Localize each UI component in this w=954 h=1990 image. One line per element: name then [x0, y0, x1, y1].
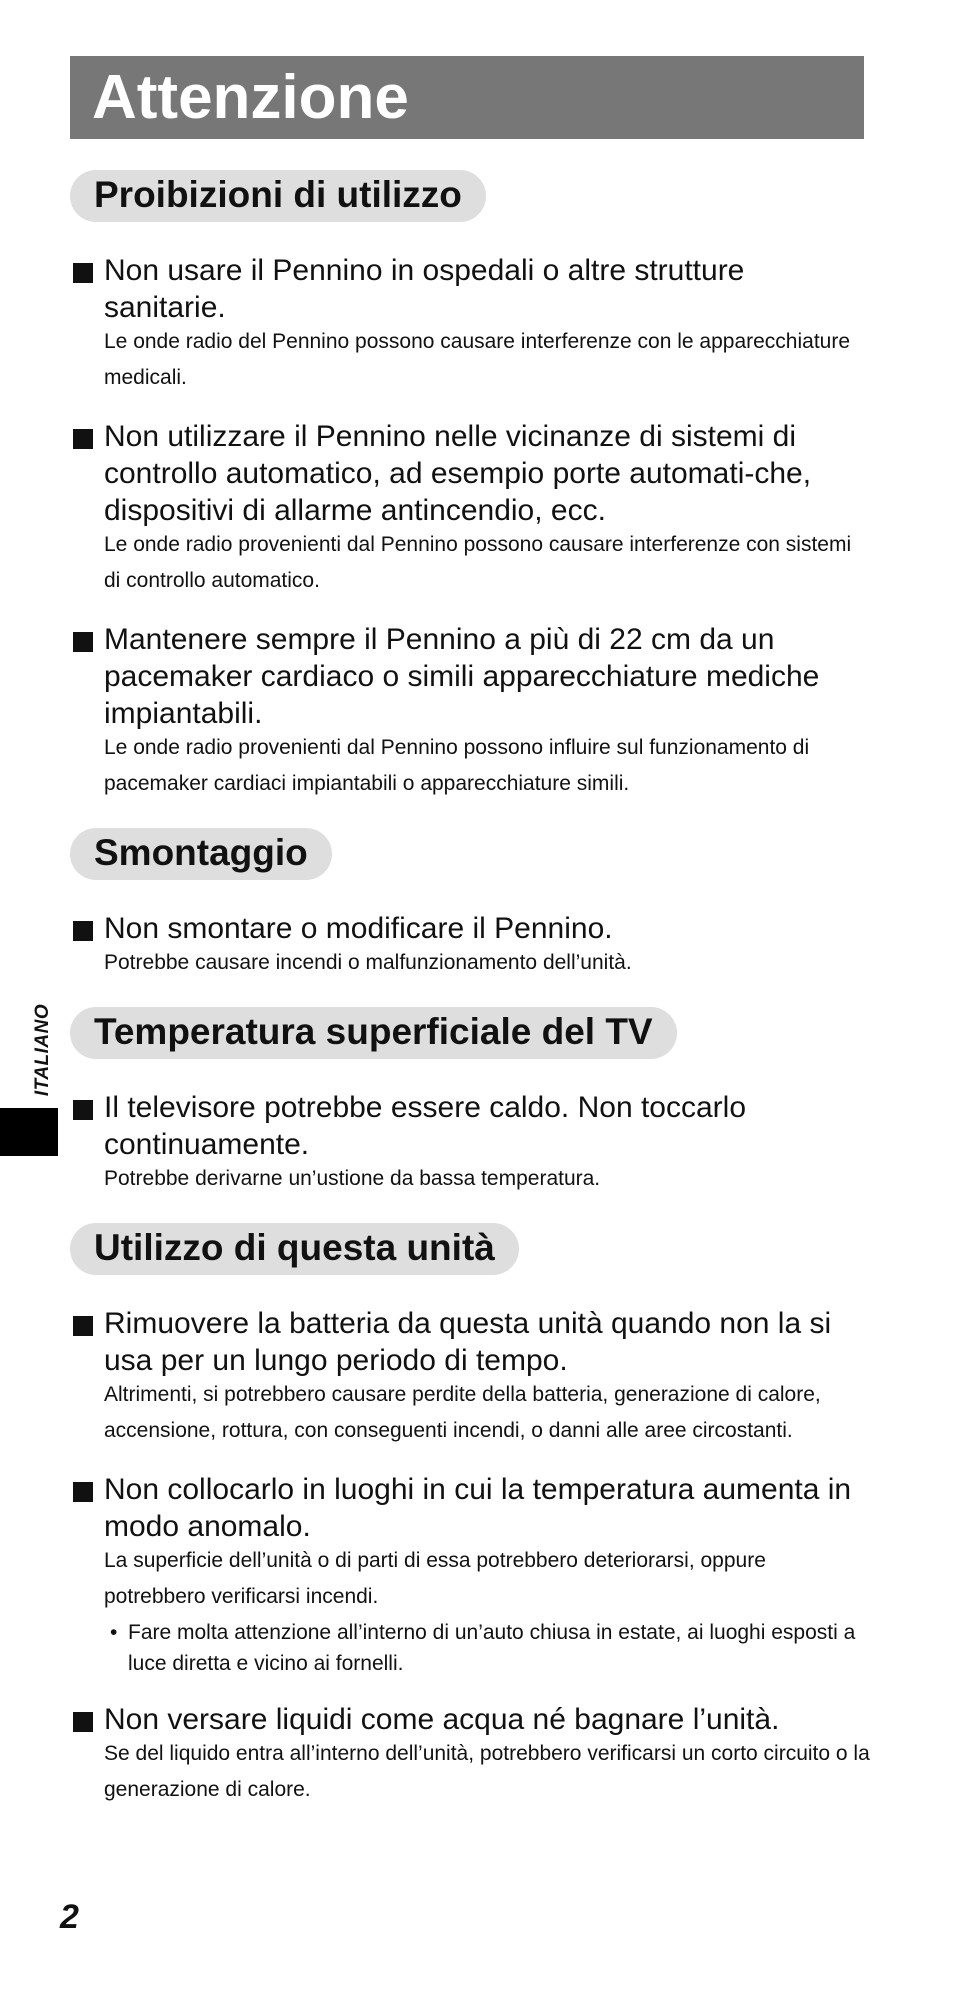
square-bullet-icon	[73, 1316, 93, 1336]
language-tab	[28, 1000, 58, 1100]
square-bullet-icon	[73, 429, 93, 449]
warning-item	[70, 1701, 870, 1808]
language-label: ITALIANO	[32, 1003, 53, 1097]
warning-explanation: Le onde radio del Pennino possono causare interferenze con le apparecchiature medicali.	[104, 330, 851, 389]
language-tab-marker	[0, 1108, 58, 1156]
section-heading: Proibizioni di utilizzo	[70, 170, 486, 222]
section-unit-usage	[70, 1223, 870, 1808]
square-bullet-icon	[73, 1482, 93, 1502]
warnings-content	[70, 170, 870, 1834]
warning-item	[70, 1305, 870, 1449]
warning-item	[70, 252, 870, 396]
warning-item	[70, 1471, 870, 1679]
warning-text: Non utilizzare il Pennino nelle vicinanze di sistemi di controllo automatico, ad esempio porte automati-che, dispositivi di allarme antincendio, ecc.	[104, 420, 812, 527]
square-bullet-icon	[73, 1100, 93, 1120]
warning-explanation: Potrebbe derivarne un’ustione da bassa temperatura.	[104, 1167, 601, 1190]
dot-bullet-icon: •	[110, 1621, 118, 1644]
warning-text: Non usare il Pennino in ospedali o altre strutture sanitarie.	[104, 254, 745, 324]
warning-text: Mantenere sempre il Pennino a più di 22 cm da un pacemaker cardiaco o simili apparecchiature mediche impiantabili.	[104, 623, 820, 730]
square-bullet-icon	[73, 1712, 93, 1732]
section-disassembly	[70, 828, 870, 981]
page-number: 2	[60, 1898, 79, 1936]
section-heading: Utilizzo di questa unità	[70, 1223, 519, 1275]
warning-text: Non versare liquidi come acqua né bagnare l’unità.	[104, 1703, 780, 1736]
warning-item	[70, 910, 870, 981]
page-title: Attenzione	[70, 56, 864, 139]
warning-explanation: Le onde radio provenienti dal Pennino possono influire sul funzionamento di pacemaker cardiaci impiantabili o apparecchiature simili.	[104, 736, 810, 795]
warning-explanation: La superficie dell’unità o di parti di essa potrebbero deteriorarsi, oppure potrebbero verificarsi incendi.	[104, 1549, 766, 1608]
warning-item	[70, 1089, 870, 1197]
warning-text: Il televisore potrebbe essere caldo. Non toccarlo continuamente.	[104, 1091, 747, 1161]
warning-explanation: Potrebbe causare incendi o malfunzionamento dell’unità.	[104, 951, 632, 974]
section-heading: Smontaggio	[70, 828, 332, 880]
warning-text: Rimuovere la batteria da questa unità quando non la si usa per un lungo periodo di tempo.	[104, 1307, 832, 1377]
warning-note-text: Fare molta attenzione all’interno di un’auto chiusa in estate, ai luoghi esposti a luce diretta e vicino ai fornelli.	[128, 1621, 856, 1675]
section-tv-temperature	[70, 1007, 870, 1197]
section-heading: Temperatura superficiale del TV	[70, 1007, 677, 1059]
section-prohibitions	[70, 170, 870, 802]
warning-item	[70, 621, 870, 802]
warning-text: Non smontare o modificare il Pennino.	[104, 912, 613, 945]
warning-explanation: Altrimenti, si potrebbero causare perdite della batteria, generazione di calore, accensione, rottura, con conseguenti incendi, o danni alle aree circostanti.	[104, 1383, 821, 1442]
warning-item	[70, 418, 870, 599]
warning-explanation: Se del liquido entra all’interno dell’unità, potrebbero verificarsi un corto circuito o la generazione di calore.	[104, 1742, 870, 1801]
warning-note	[104, 1617, 870, 1679]
square-bullet-icon	[73, 921, 93, 941]
square-bullet-icon	[73, 263, 93, 283]
square-bullet-icon	[73, 632, 93, 652]
warning-explanation: Le onde radio provenienti dal Pennino possono causare interferenze con sistemi di controllo automatico.	[104, 533, 852, 592]
warning-text: Non collocarlo in luoghi in cui la temperatura aumenta in modo anomalo.	[104, 1473, 852, 1543]
